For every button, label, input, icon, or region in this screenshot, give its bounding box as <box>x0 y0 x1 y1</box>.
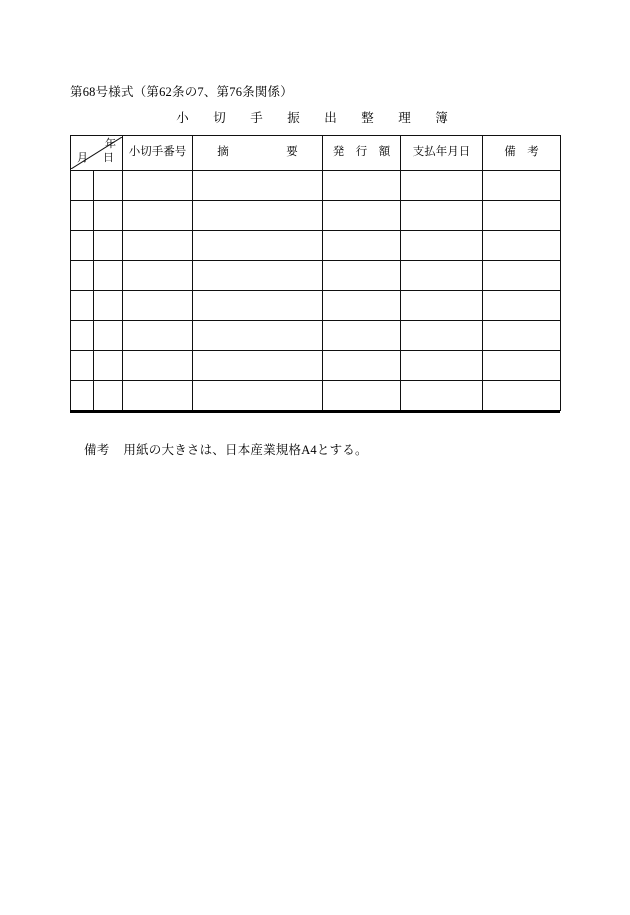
table-row <box>71 261 561 291</box>
footnote-text: 用紙の大きさは、日本産業規格A4とする。 <box>123 443 368 457</box>
cell-issue-amount[interactable] <box>323 171 401 201</box>
column-header-remarks: 備 考 <box>483 136 561 171</box>
cell-payment-date[interactable] <box>401 351 483 381</box>
cell-issue-amount[interactable] <box>323 201 401 231</box>
cell-issue-amount[interactable] <box>323 321 401 351</box>
cell-month[interactable] <box>71 171 94 201</box>
cell-day[interactable] <box>94 201 123 231</box>
cell-description[interactable] <box>193 351 323 381</box>
cell-check-number[interactable] <box>123 381 193 411</box>
cell-day[interactable] <box>94 231 123 261</box>
column-header-date <box>71 136 123 171</box>
cell-payment-date[interactable] <box>401 291 483 321</box>
cell-payment-date[interactable] <box>401 381 483 411</box>
page-title <box>0 108 630 126</box>
cell-description[interactable] <box>193 261 323 291</box>
cell-check-number[interactable] <box>123 261 193 291</box>
column-header-day: 日 <box>103 152 114 164</box>
cell-issue-amount[interactable] <box>323 351 401 381</box>
cell-description[interactable] <box>193 201 323 231</box>
cell-remarks[interactable] <box>483 351 561 381</box>
footnote <box>84 440 368 458</box>
cell-payment-date[interactable] <box>401 261 483 291</box>
cell-payment-date[interactable] <box>401 201 483 231</box>
cell-remarks[interactable] <box>483 291 561 321</box>
cell-month[interactable] <box>71 231 94 261</box>
cell-payment-date[interactable] <box>401 321 483 351</box>
table-row <box>71 231 561 261</box>
cell-remarks[interactable] <box>483 261 561 291</box>
column-header-issue-amount: 発 行 額 <box>323 136 401 171</box>
cell-issue-amount[interactable] <box>323 261 401 291</box>
page-title-text: 小 切 手 振 出 整 理 簿 <box>176 111 454 125</box>
cell-remarks[interactable] <box>483 201 561 231</box>
cell-remarks[interactable] <box>483 321 561 351</box>
cell-payment-date[interactable] <box>401 231 483 261</box>
cell-remarks[interactable] <box>483 231 561 261</box>
form-number: 第68号様式（第62条の7、第76条関係） <box>70 85 293 99</box>
column-header-description: 摘 要 <box>193 136 323 171</box>
cell-issue-amount[interactable] <box>323 381 401 411</box>
cell-description[interactable] <box>193 381 323 411</box>
cell-month[interactable] <box>71 261 94 291</box>
cell-check-number[interactable] <box>123 321 193 351</box>
ledger-table <box>70 135 561 411</box>
cell-month[interactable] <box>71 291 94 321</box>
table-row <box>71 351 561 381</box>
column-header-year: 年 <box>105 138 116 150</box>
table-header-row <box>71 136 561 171</box>
column-header-month: 月 <box>77 152 88 164</box>
cell-remarks[interactable] <box>483 171 561 201</box>
cell-month[interactable] <box>71 201 94 231</box>
cell-description[interactable] <box>193 171 323 201</box>
column-header-payment-date: 支払年月日 <box>401 136 483 171</box>
table-row <box>71 201 561 231</box>
table-row <box>71 291 561 321</box>
cell-day[interactable] <box>94 261 123 291</box>
column-header-check-number: 小切手番号 <box>123 136 193 171</box>
cell-day[interactable] <box>94 351 123 381</box>
ledger-table-body <box>71 171 561 411</box>
cell-check-number[interactable] <box>123 201 193 231</box>
table-row <box>71 321 561 351</box>
cell-issue-amount[interactable] <box>323 231 401 261</box>
cell-payment-date[interactable] <box>401 171 483 201</box>
cell-day[interactable] <box>94 291 123 321</box>
cell-month[interactable] <box>71 351 94 381</box>
cell-check-number[interactable] <box>123 231 193 261</box>
footnote-label: 備考 <box>84 443 110 457</box>
cell-description[interactable] <box>193 321 323 351</box>
cell-check-number[interactable] <box>123 291 193 321</box>
ledger-table-wrapper <box>70 135 560 411</box>
table-row <box>71 381 561 411</box>
cell-day[interactable] <box>94 381 123 411</box>
cell-description[interactable] <box>193 231 323 261</box>
cell-description[interactable] <box>193 291 323 321</box>
cell-day[interactable] <box>94 171 123 201</box>
cell-check-number[interactable] <box>123 171 193 201</box>
cell-check-number[interactable] <box>123 351 193 381</box>
cell-remarks[interactable] <box>483 381 561 411</box>
table-row <box>71 171 561 201</box>
cell-month[interactable] <box>71 381 94 411</box>
cell-day[interactable] <box>94 321 123 351</box>
cell-month[interactable] <box>71 321 94 351</box>
table-bottom-rule <box>70 410 560 413</box>
cell-issue-amount[interactable] <box>323 291 401 321</box>
